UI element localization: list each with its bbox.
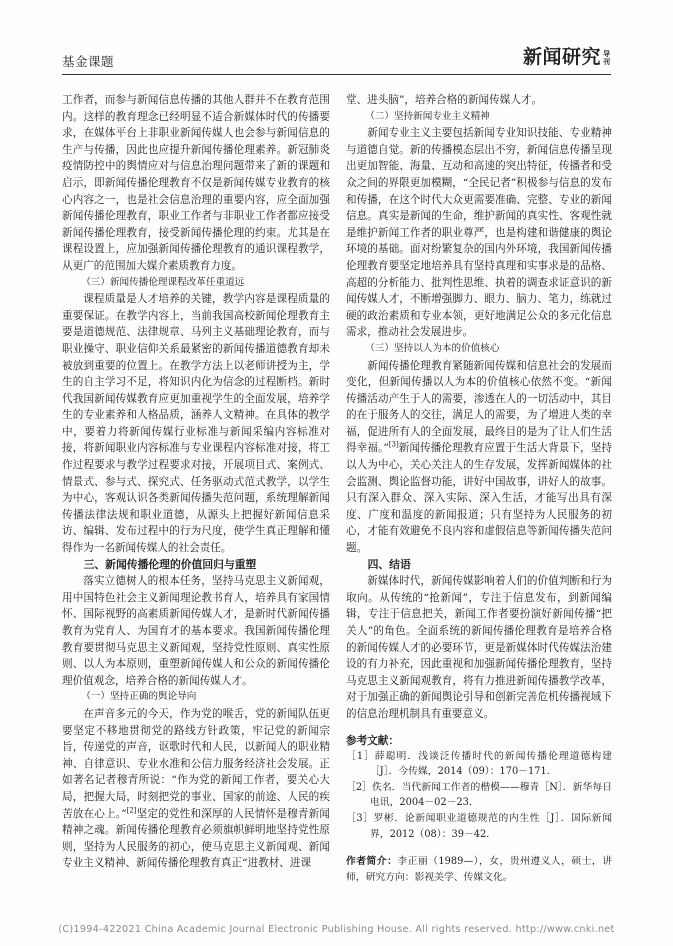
header-divider (62, 74, 611, 75)
text-span: 新闻传播伦理教育紧随新闻传媒和信息社会的发展而变化，但新闻传播以人为本的价值核心依然不变。“新闻传播活动产生于人的需要，渗透在人的一切活动中，其目的在于服务人的交往，满足人的需要，为了增进人类的幸福，促进所有人的全面发展，最终目的是为了让人们生活得幸福。” (346, 359, 612, 455)
author-text: 李正丽（1989—），女，贵州遵义人，硕士，讲师，研究方向：影视美学、传媒文化。 (346, 856, 612, 883)
footer-text: 2021 China Academic Journal Electronic Publishing House. All rights reserved. http://www.cnki.net (115, 924, 615, 935)
subsection-heading: （一）坚持正确的舆论导向 (81, 691, 197, 703)
paragraph: 落实立德树人的根本任务，坚持马克思主义新闻观，用中国特色社会主义新闻理论教书育人，培养具有家国情怀、国际视野的高素质新闻传媒人才，是新时代新闻传播教育为党育人、为国育才的基本要求。我国新闻传播伦理教育要贯彻马克思主义新闻观，坚持党性原则、真实性原则、以人为本原则，重塑新闻传媒人和公众的新闻传播伦理价值观念，培养合格的新闻传媒人才。 (62, 575, 330, 687)
reference-item: ［3］罗彬．论新闻职业道德规范的内生性［J］．国际新闻界，2012（08）：39－42． (346, 812, 612, 840)
copyright-footer (0, 924, 673, 935)
text-span: 坚定的党性和深厚的人民情怀是穆青新闻精神之魂。新闻传播伦理教育必须旗帜鲜明地坚持党性原则，坚持为人民服务的初心，使马克思主义新闻观、新闻专业主义精神、新闻传播伦理教育真正“进教材、进课 (62, 807, 330, 870)
citation-mark: [3] (388, 440, 399, 449)
section-heading: 三、新闻传播伦理的价值回归与重塑 (83, 557, 257, 571)
subsection-heading: （二）坚持新闻专业主义精神 (365, 110, 490, 122)
journal-logo (523, 42, 611, 69)
text-span: 新闻传播伦理教育应置于生活大背景下，坚持以人为中心，关心关注人的生存发展，发挥新闻媒体的社会监测、舆论监督功能，讲好中国故事，讲好人的故事。只有深入群众、深入实际、深入生活，才能写出具有深度、广度和温度的新闻报道；只有坚持为人民服务的初心，才能有效避免不良内容和虚假信息等新闻传播失范问题。 (346, 442, 612, 555)
paragraph: 堂、进头脑”，培养合格的新闻传媒人才。 (346, 94, 543, 106)
reference-item: ［2］佚名．当代新闻工作者的楷模——穆青［N］．新华每日电讯，2004－02－23． (346, 781, 612, 809)
references-title: 参考文献： (346, 734, 399, 747)
paragraph: 工作者，而参与新闻信息传播的其他人群并不在教育范围内。这样的教育理念已经明显不适合新媒体时代的传播要求，在媒体平台上非职业新闻传媒人也会参与新闻信息的生产与传播，因此也应提升新闻传播伦理素养。新冠肺炎疫情防控中的舆情应对与信息治理问题带来了新的课题和启示，即新闻传播伦理教育不仅是新闻传媒专业教育的核心内容之一，也是社会信息治理的重要内容，应全面加强新闻传播伦理教育，职业工作者与非职业工作者都应接受新闻传播伦理教育，接受新闻传播伦理的约束。尤其是在课程设置上，应加强新闻传播伦理教育的通识课程教学，从更广的范围加大媒介素质教育力度。 (62, 94, 330, 272)
paragraph (62, 706, 330, 872)
subsection-heading: （三）新闻传播伦理课程改革任重道远 (81, 276, 245, 288)
paragraph: 课程质量是人才培养的关键，教学内容是课程质量的重要保证。在教学内容上，当前我国高校新闻伦理教育主要是道德规范、法律规章、马列主义基础理论教育，而与职业操守、职业信仰关系最紧密的新闻传播道德教育却未被放到重要的位置上。在教学方法上以老师讲授为主，学生的自主学习不足，将知识内化为信念的过程断档。新时代我国新闻传媒教育应更加重视学生的全面发展，培养学生的专业素养和人格品质，涵养人文精神。在具体的教学中，要着力将新闻传媒行业标准与新闻采编内容标准对接，将新闻职业内容标准与专业课程内容标准对接，将工作过程要求与教学过程要求对接，开展项目式、案例式、情景式、参与式、探究式、任务驱动式范式教学，以学生为中心，客观认识各类新闻传播失范问题，系统理解新闻传播法律法规和职业道德，从源头上把握好新闻信息采访、编辑、发布过程中的行为尺度，使学生真正理解和懂得作为一名新闻传媒人的社会责任。 (62, 293, 330, 555)
section-label: 基金课题 (62, 54, 115, 69)
citation-mark: [2] (126, 806, 137, 814)
section-heading: 四、结语 (367, 557, 411, 571)
paragraph: 新闻专业主义主要包括新闻专业知识技能、专业精神与道德自觉。新的传播模态层出不穷，新闻信息传播呈现出更加智能、海量、互动和高速的突出特征，传播者和受众之间的界限更加模糊，“全民记者”积极参与信息的发布和传播，在这个时代大众更需要准确、完整、专业的新闻信息。真实是新闻的生命，维护新闻的真实性、客观性就是维护新闻工作者的职业尊严，也是构建和谐健康的舆论环境的基础。面对纷繁复杂的国内外环境，我国新闻传播伦理教育要坚定地培养具有坚持真理和实事求是的品格、高超的分析能力、批判性思维、执着的调查求证意识的新闻传媒人才，不断增强脚力、眼力、脑力、笔力，练就过硬的政治素质和专业本领，更好地满足公众的多元化信息需求，推动社会发展进步。 (346, 127, 612, 339)
journal-name: 新闻研究 (522, 46, 601, 68)
paragraph: 新媒体时代，新闻传媒影响着人们的价值判断和行为取向。从传统的“抢新闻”，专注于信息发布，到新闻编辑，专注于信息把关，新闻工作者要扮演好新闻传播“把关人”的角色。全面系统的新闻传播伦理教育是培养合格的新闻传媒人才的必要环节，更是新媒体时代传媒法治建设的有力补充，因此重视和加强新闻传播伦理教育，坚持马克思主义新闻观教育，将有力推进新闻传播教学改革，对于加强正确的新闻舆论引导和创新完善危机传播视域下的信息治理机制具有重要意义。 (346, 575, 612, 720)
paragraph (346, 358, 612, 557)
journal-sub: 导刊 (603, 49, 611, 66)
author-bio (346, 854, 612, 885)
text-span: 在声音多元的今天，作为党的喉舌，党的新闻队伍更要坚定不移地贯彻党的路线方针政策，牢记党的新闻宗旨，传递党的声音，讴歌时代和人民，以新闻人的职业精神、自律意识、专业水准和公信力服务经济社会发展。正如著名记者穆青所说：“作为党的新闻工作者，要关心大局，把握大局，时刻把党的事业、国家的前途、人民的疾苦放在心上。” (62, 707, 330, 820)
subsection-heading: （三）坚持以人为本的价值核心 (365, 342, 500, 354)
right-column (346, 92, 612, 885)
footer-text: (C)1994- (58, 924, 103, 935)
page-number: 42 (102, 924, 116, 935)
left-column (62, 92, 330, 872)
author-label: 作者简介： (346, 856, 398, 868)
reference-item: ［1］薛聪明．浅谈泛传播时代的新闻传播伦理道德构建［J］．今传媒，2014（09）：170－171． (346, 750, 612, 778)
